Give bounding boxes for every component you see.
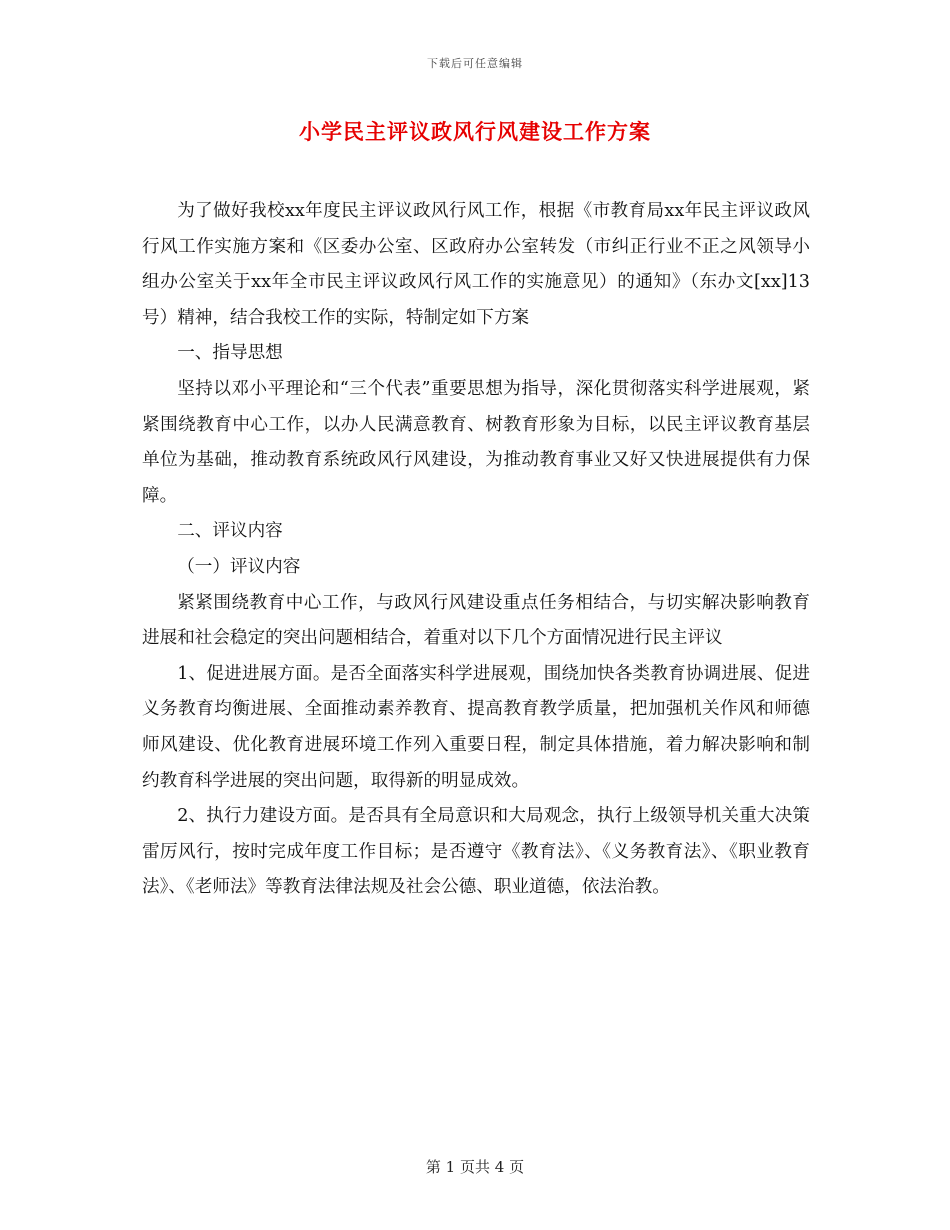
section-heading-review-content: 二、评议内容 [177, 521, 283, 542]
subsection-heading-review-content: （一）评议内容 [177, 556, 301, 577]
document-title: 小学民主评议政风行风建设工作方案 [299, 119, 651, 144]
guiding-thought-paragraph: 坚持以邓小平理论和“三个代表”重要思想为指导，深化贯彻落实科学进展观，紧紧围绕教育中心工作，以办人民满意教育、树教育形象为目标，以民主评议教育基层单位为基础，推动教育系统政风行风建设，为推动教育事业又好又快进展提供有力保障。 [142, 378, 810, 506]
review-content-paragraph: 紧紧围绕教育中心工作，与政风行风建设重点任务相结合，与切实解决影响教育进展和社会稳定的突出问题相结合，着重对以下几个方面情况进行民主评议 [142, 592, 810, 649]
header-note: 下载后可任意编辑 [427, 57, 523, 70]
item-1-paragraph: 1、促进进展方面。是否全面落实科学进展观，围绕加快各类教育协调进展、促进义务教育均衡进展、全面推动素养教育、提高教育教学质量，把加强机关作风和师德师风建设、优化教育进展环境工作列入重要日程，制定具体措施，着力解决影响和制约教育科学进展的突出问题，取得新的明显成效。 [142, 663, 810, 791]
intro-paragraph: 为了做好我校xx年度民主评议政风行风工作，根据《市教育局xx年民主评议政风行风工作实施方案和《区委办公室、区政府办公室转发（市纠正行业不正之风领导小组办公室关于xx年全市民主评议政风行风工作的实施意见）的通知》（东办文[xx]13号）精神，结合我校工作的实际，特制定如下方案 [142, 201, 810, 328]
section-heading-guiding-thought: 一、指导思想 [177, 343, 283, 364]
item-2-paragraph: 2、执行力建设方面。是否具有全局意识和大局观念，执行上级领导机关重大决策雷厉风行，按时完成年度工作目标；是否遵守《教育法》、《义务教育法》、《职业教育法》、《老师法》等教育法律法规及社会公德、职业道德，依法治教。 [142, 806, 810, 898]
document-body [142, 194, 810, 906]
page-indicator: 第 1 页共 4 页 [425, 1158, 525, 1176]
